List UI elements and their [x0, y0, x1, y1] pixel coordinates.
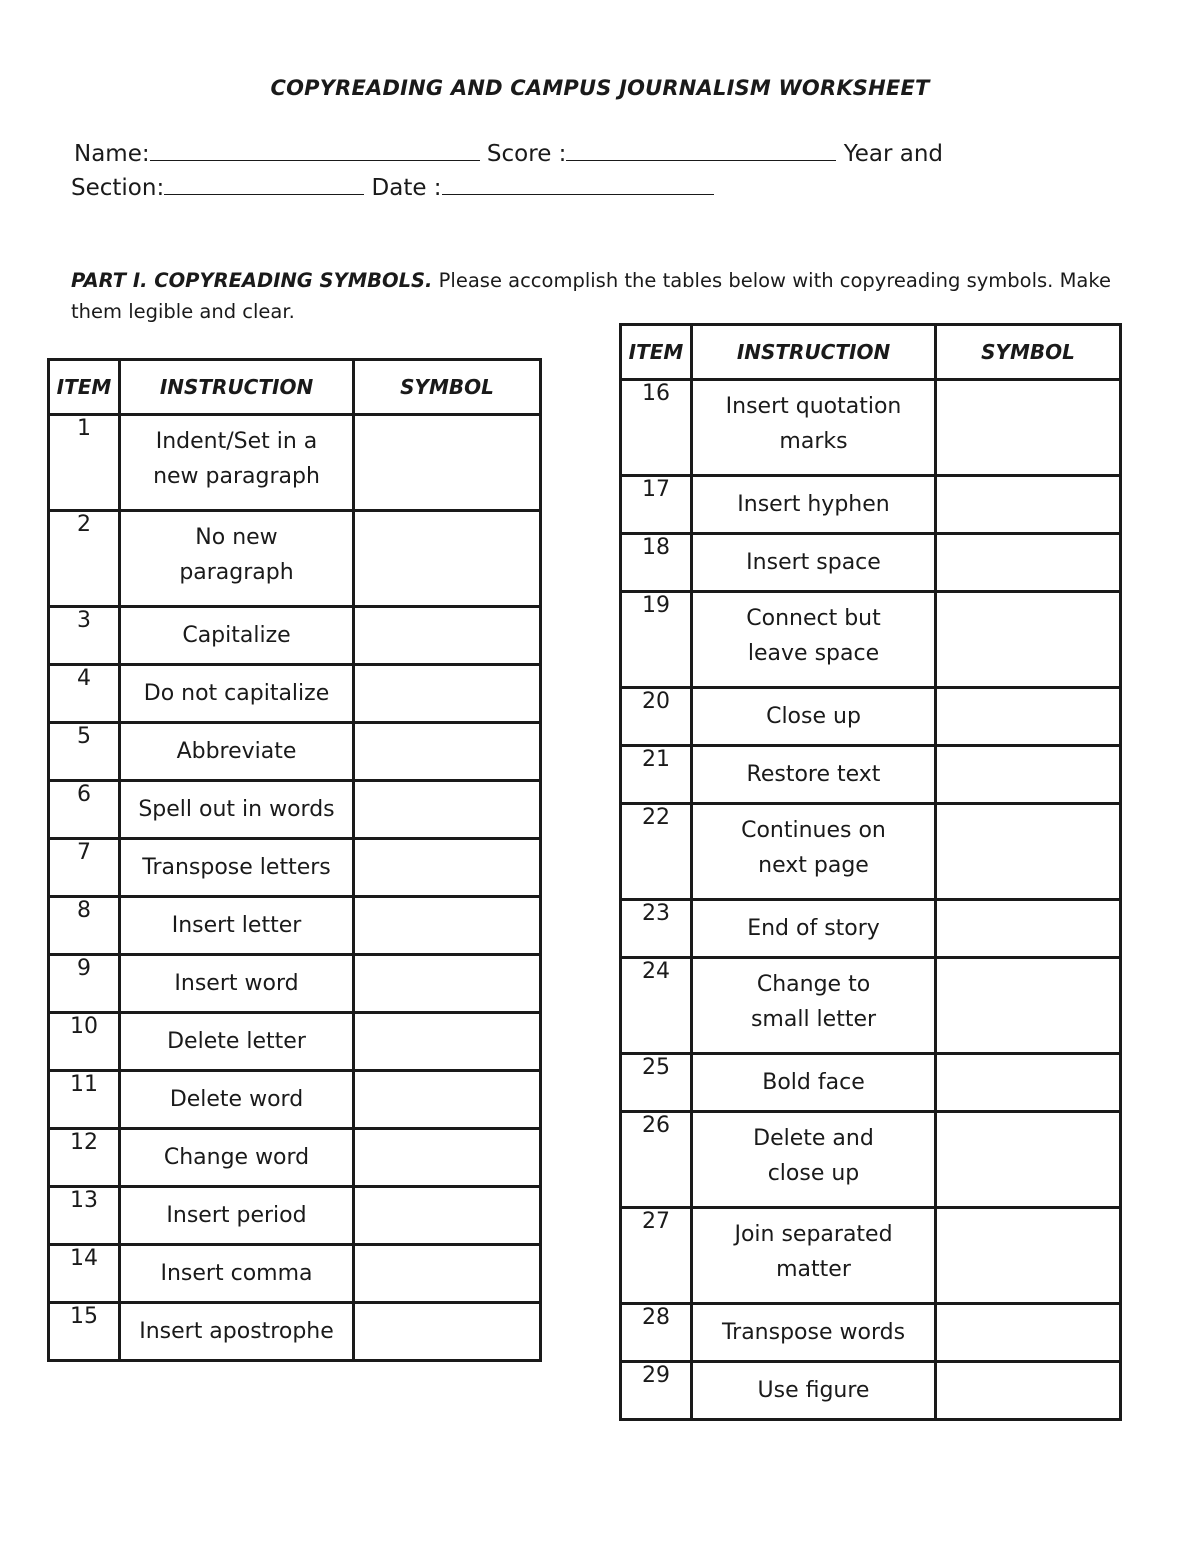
- item-number: 10: [49, 1013, 120, 1071]
- instruction-line: End of story: [747, 916, 880, 941]
- instruction-line: Insert quotation: [725, 394, 902, 419]
- instruction-cell: [120, 897, 354, 955]
- item-number: 27: [621, 1208, 692, 1304]
- symbol-answer-cell[interactable]: [354, 1071, 541, 1129]
- year-and-label: Year and: [843, 141, 943, 167]
- instruction-cell: [120, 511, 354, 607]
- symbol-answer-cell[interactable]: [354, 665, 541, 723]
- symbol-answer-cell[interactable]: [354, 1013, 541, 1071]
- table-row: [49, 1129, 541, 1187]
- instruction-line: Delete letter: [167, 1029, 306, 1054]
- symbol-answer-cell[interactable]: [936, 592, 1121, 688]
- header-symbol: SYMBOL: [354, 360, 541, 415]
- item-number: 19: [621, 592, 692, 688]
- date-blank[interactable]: [442, 172, 714, 195]
- item-number: 7: [49, 839, 120, 897]
- left-symbol-table: [47, 358, 542, 1362]
- item-number: 21: [621, 746, 692, 804]
- item-number: 23: [621, 900, 692, 958]
- item-number: 13: [49, 1187, 120, 1245]
- instruction-cell: [120, 839, 354, 897]
- symbol-answer-cell[interactable]: [936, 746, 1121, 804]
- instruction-cell: [120, 607, 354, 665]
- instruction-cell: [120, 723, 354, 781]
- symbol-answer-cell[interactable]: [936, 688, 1121, 746]
- instruction-line: Change word: [163, 1145, 310, 1170]
- table-row: [621, 534, 1121, 592]
- instruction-cell: [692, 534, 936, 592]
- instruction-cell: [692, 1112, 936, 1208]
- instruction-cell: [692, 476, 936, 534]
- table-row: [621, 1362, 1121, 1420]
- symbol-answer-cell[interactable]: [936, 380, 1121, 476]
- instruction-cell: [120, 781, 354, 839]
- instruction-line: Use figure: [757, 1378, 870, 1403]
- item-number: 29: [621, 1362, 692, 1420]
- item-number: 8: [49, 897, 120, 955]
- table-row: [49, 897, 541, 955]
- section-label: Section:: [71, 175, 165, 201]
- item-number: 24: [621, 958, 692, 1054]
- instruction-line: Join separated: [734, 1222, 893, 1247]
- table-row: [49, 1187, 541, 1245]
- symbol-answer-cell[interactable]: [354, 897, 541, 955]
- instruction-line: Transpose words: [721, 1320, 906, 1345]
- instruction-cell: [120, 1245, 354, 1303]
- instruction-cell: [692, 1208, 936, 1304]
- score-blank[interactable]: [566, 138, 836, 161]
- header-instruction: INSTRUCTION: [120, 360, 354, 415]
- instruction-line: Insert period: [166, 1203, 307, 1228]
- instruction-line: marks: [779, 429, 848, 454]
- item-number: 15: [49, 1303, 120, 1361]
- section-blank[interactable]: [164, 172, 364, 195]
- instruction-cell: [692, 900, 936, 958]
- instruction-line: Close up: [766, 704, 861, 729]
- symbol-answer-cell[interactable]: [936, 1362, 1121, 1420]
- item-number: 20: [621, 688, 692, 746]
- table-row: [621, 476, 1121, 534]
- date-label: Date :: [371, 175, 442, 201]
- item-number: 17: [621, 476, 692, 534]
- table-row: [49, 723, 541, 781]
- table-row: [49, 781, 541, 839]
- part1-text: Please accomplish the tables below with copyreading symbols. Make them legible and clear.: [71, 269, 1111, 323]
- instruction-line: matter: [776, 1257, 851, 1282]
- instruction-line: Do not capitalize: [143, 681, 330, 706]
- table-row: [621, 746, 1121, 804]
- instruction-line: Delete and: [753, 1126, 874, 1151]
- table-row: [49, 839, 541, 897]
- worksheet-title: COPYREADING AND CAMPUS JOURNALISM WORKSHEET: [270, 76, 930, 100]
- instruction-line: close up: [767, 1161, 860, 1186]
- instruction-line: Bold face: [762, 1070, 865, 1095]
- symbol-answer-cell[interactable]: [354, 781, 541, 839]
- table-row: [49, 1071, 541, 1129]
- item-number: 2: [49, 511, 120, 607]
- instruction-cell: [120, 1071, 354, 1129]
- instruction-cell: [692, 592, 936, 688]
- symbol-answer-cell[interactable]: [936, 1304, 1121, 1362]
- instruction-cell: [692, 804, 936, 900]
- instruction-cell: [692, 1362, 936, 1420]
- item-number: 5: [49, 723, 120, 781]
- symbol-answer-cell[interactable]: [354, 607, 541, 665]
- table-row: [49, 1303, 541, 1361]
- instruction-cell: [692, 1304, 936, 1362]
- item-number: 12: [49, 1129, 120, 1187]
- instruction-line: Insert letter: [171, 913, 302, 938]
- symbol-answer-cell[interactable]: [936, 534, 1121, 592]
- item-number: 18: [621, 534, 692, 592]
- part1-heading: PART I. COPYREADING SYMBOLS.: [71, 269, 433, 292]
- instruction-cell: [120, 415, 354, 511]
- symbol-answer-cell[interactable]: [354, 1303, 541, 1361]
- symbol-answer-cell[interactable]: [354, 1245, 541, 1303]
- right-symbol-table: [619, 323, 1122, 1421]
- table-row: [621, 380, 1121, 476]
- symbol-answer-cell[interactable]: [354, 1129, 541, 1187]
- table-row: [621, 1112, 1121, 1208]
- instruction-line: next page: [758, 853, 869, 878]
- symbol-answer-cell[interactable]: [936, 1054, 1121, 1112]
- instruction-cell: [692, 746, 936, 804]
- instruction-line: Change to: [756, 972, 871, 997]
- instruction-line: Insert word: [174, 971, 299, 996]
- instruction-line: Connect but: [746, 606, 881, 631]
- item-number: 16: [621, 380, 692, 476]
- table-row: [49, 665, 541, 723]
- part1-instructions: [71, 265, 1141, 327]
- instruction-cell: [692, 688, 936, 746]
- symbol-answer-cell[interactable]: [936, 1112, 1121, 1208]
- instruction-cell: [120, 1303, 354, 1361]
- table-row: [621, 1304, 1121, 1362]
- score-label: Score :: [486, 141, 567, 167]
- symbol-answer-cell[interactable]: [936, 476, 1121, 534]
- instruction-line: Continues on: [741, 818, 886, 843]
- table-row: [621, 900, 1121, 958]
- instruction-cell: [120, 955, 354, 1013]
- item-number: 25: [621, 1054, 692, 1112]
- table-row: [49, 607, 541, 665]
- item-number: 26: [621, 1112, 692, 1208]
- instruction-cell: [692, 958, 936, 1054]
- table-row: [621, 804, 1121, 900]
- item-number: 3: [49, 607, 120, 665]
- header-item: ITEM: [621, 325, 692, 380]
- name-blank[interactable]: [150, 138, 480, 161]
- instruction-line: Indent/Set in a: [155, 429, 318, 454]
- instruction-line: leave space: [747, 641, 880, 666]
- instruction-line: new paragraph: [153, 464, 320, 489]
- item-number: 14: [49, 1245, 120, 1303]
- instruction-cell: [120, 1187, 354, 1245]
- header-instruction: INSTRUCTION: [692, 325, 936, 380]
- table-row: [621, 592, 1121, 688]
- symbol-answer-cell[interactable]: [936, 804, 1121, 900]
- item-number: 28: [621, 1304, 692, 1362]
- instruction-line: Insert comma: [160, 1261, 313, 1286]
- table-row: [49, 415, 541, 511]
- item-number: 1: [49, 415, 120, 511]
- instruction-line: paragraph: [179, 560, 294, 585]
- instruction-cell: [692, 380, 936, 476]
- symbol-answer-cell[interactable]: [354, 1187, 541, 1245]
- instruction-cell: [120, 1129, 354, 1187]
- item-number: 4: [49, 665, 120, 723]
- instruction-line: Insert apostrophe: [139, 1319, 334, 1344]
- instruction-line: Insert hyphen: [737, 492, 890, 517]
- name-score-year-line: [74, 138, 943, 167]
- symbol-answer-cell[interactable]: [354, 955, 541, 1013]
- instruction-line: small letter: [750, 1007, 877, 1032]
- header-symbol: SYMBOL: [936, 325, 1121, 380]
- symbol-answer-cell[interactable]: [354, 839, 541, 897]
- instruction-line: Restore text: [746, 762, 881, 787]
- table-row: [621, 1054, 1121, 1112]
- item-number: 22: [621, 804, 692, 900]
- instruction-line: Insert space: [746, 550, 881, 575]
- item-number: 11: [49, 1071, 120, 1129]
- table-row: [49, 1245, 541, 1303]
- item-number: 6: [49, 781, 120, 839]
- symbol-answer-cell[interactable]: [354, 415, 541, 511]
- section-date-line: [71, 172, 714, 201]
- item-number: 9: [49, 955, 120, 1013]
- header-item: ITEM: [49, 360, 120, 415]
- symbol-answer-cell[interactable]: [354, 723, 541, 781]
- symbol-answer-cell[interactable]: [936, 900, 1121, 958]
- instruction-cell: [692, 1054, 936, 1112]
- instruction-line: No new: [195, 525, 278, 550]
- instruction-cell: [120, 1013, 354, 1071]
- instruction-line: Spell out in words: [138, 797, 335, 822]
- table-row: [621, 688, 1121, 746]
- instruction-line: Transpose letters: [142, 855, 331, 880]
- instruction-line: Abbreviate: [176, 739, 297, 764]
- symbol-answer-cell[interactable]: [936, 1208, 1121, 1304]
- table-row: [621, 1208, 1121, 1304]
- name-label: Name:: [74, 141, 150, 167]
- table-row: [621, 958, 1121, 1054]
- instruction-cell: [120, 665, 354, 723]
- symbol-answer-cell[interactable]: [936, 958, 1121, 1054]
- symbol-answer-cell[interactable]: [354, 511, 541, 607]
- table-row: [49, 1013, 541, 1071]
- instruction-line: Delete word: [169, 1087, 304, 1112]
- instruction-line: Capitalize: [182, 623, 291, 648]
- table-row: [49, 511, 541, 607]
- table-row: [49, 955, 541, 1013]
